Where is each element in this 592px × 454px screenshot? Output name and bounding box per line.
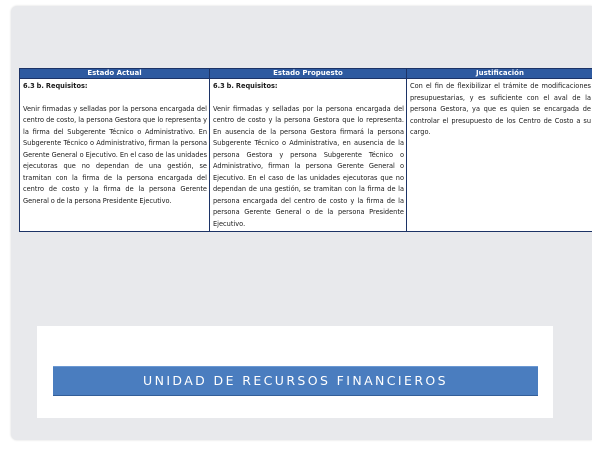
actual-section-heading: 6.3 b. Requisitos:: [23, 82, 88, 90]
table-header-row: [20, 69, 592, 79]
footer-band: [37, 326, 553, 418]
justificacion-text: Con el fin de flexibilizar el trámite de modificaciones presupuestarias, y es suficiente con el aval de la persona Gestora, ya que es quien se encargada de controlar el presupuesto de los Centro de Costo a su cargo.: [410, 82, 591, 136]
table-row: [20, 79, 592, 232]
cell-justificacion: [407, 79, 592, 232]
cell-estado-actual: [20, 79, 210, 232]
cell-estado-propuesto: [210, 79, 407, 232]
propuesto-text: Venir firmadas y selladas por la persona encargada del centro de costo y la persona Gestora que lo representa. En ausencia de la persona Gestora firmará la persona Subgerente Técnico o Administrativa, en ausencia de la persona Gestora y persona Subgerente Técnico o Administrativo, firman la persona Gerente General o Ejecutivo. En el caso de las unidades ejecutoras que no dependan de una gestión, se tramitan con la firma de la persona encargada del centro de costo y la firma de la persona Gerente General o de la persona Presidente Ejecutivo.: [213, 104, 404, 228]
unit-name-banner: UNIDAD DE RECURSOS FINANCIEROS: [53, 366, 538, 396]
actual-text: Venir firmadas y selladas por la persona encargada del centro de costo, la persona Gestora que lo representa y la firma del Subgerente Técnico o Administrativo. En Subgerente Técnico o Administrativo, firman la persona Gerente General o Ejecutivo. En el caso de las unidades ejecutoras que no dependan de una gestión, se tramitan con la firma de la persona encargada del centro de costo y la firma de la persona Gerente General o de la persona Presidente Ejecutivo.: [23, 104, 207, 205]
header-justificacion: Justificación: [407, 69, 592, 79]
header-estado-actual: Estado Actual: [20, 69, 210, 79]
header-estado-propuesto: Estado Propuesto: [210, 69, 407, 79]
propuesto-section-heading: 6.3 b. Requisitos:: [213, 82, 278, 90]
comparison-table: [19, 68, 592, 232]
